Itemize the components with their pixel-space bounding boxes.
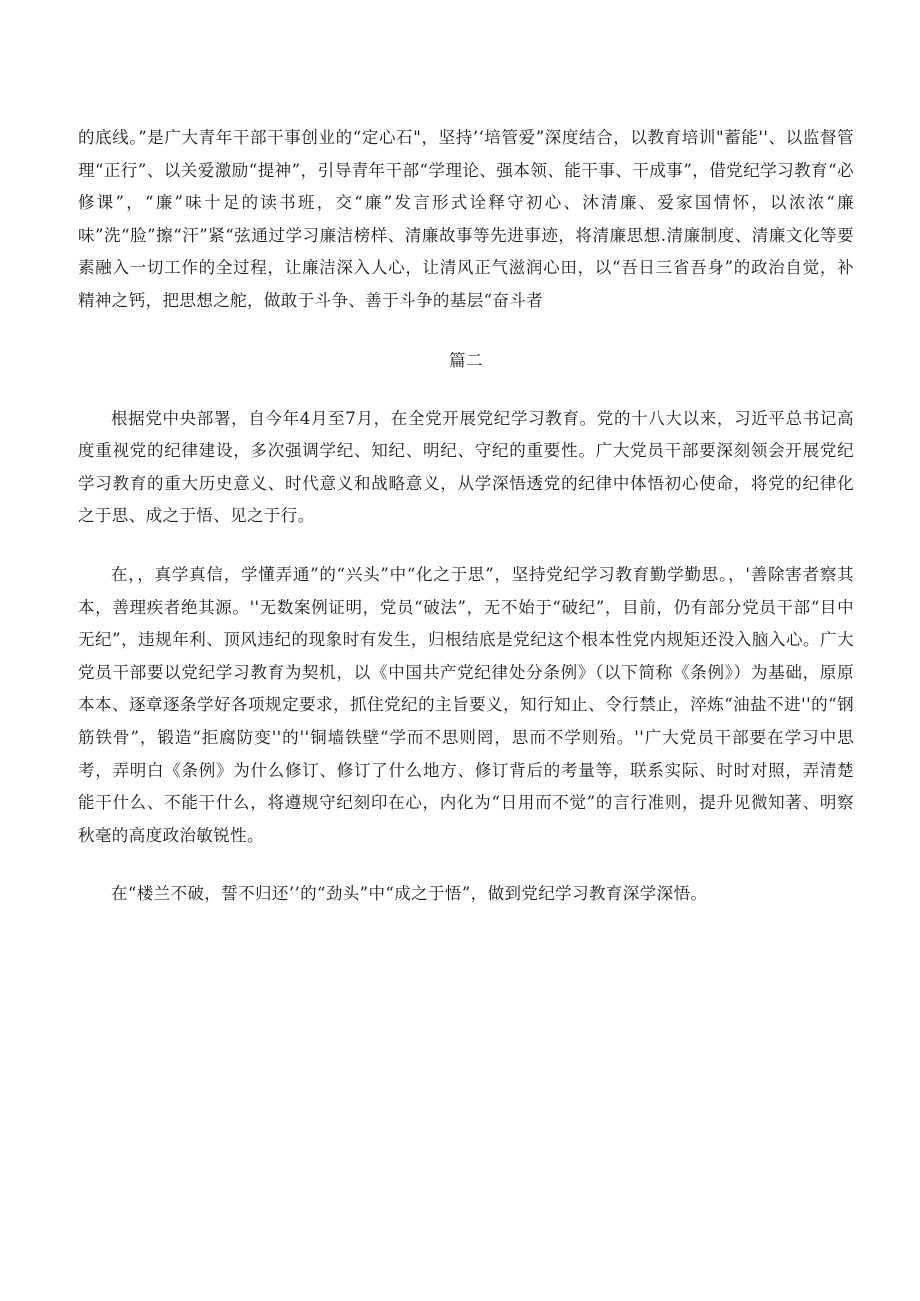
paragraph-study-understanding: 在“楼兰不破，誓不归还’’的“劲头”中“成之于悟”，做到党纪学习教育深学深悟。: [111, 884, 708, 904]
paragraph-continuation: 的底线。”是广大青年干部干事创业的“定心石"，坚持’‘培管爱”深度结合，以教育培训"蓄能''、以监督管理“正行”、以关爱激励“提神”，引导青年干部“学理论、强本领、能干事、干成事”，借党纪学习教育“必修课”，“廉”味十足的读书班，交“廉”发言形式诠释守初心、沐清廉、爱家国情怀，以浓浓“廉味”洗“脸”擦“汗”紧“弦通过学习廉洁榜样、清廉故事等先进事迹，将清廉思想.清廉制度、清廉文化等要素融入一切工作的全过程，让廉洁深入人心，让清风正气滋润心田，以“吾日三省吾身”的政治自觉，补精神之钙，把思想之舵，做敢于斗争、善于斗争的基层“奋斗者: [78, 128, 854, 310]
paragraph-intro: 根据党中央部署，自今年4月至7月，在全党开展党纪学习教育。党的十八大以来，习近平总书记高度重视党的纪律建设，多次强调学纪、知纪、明纪、守纪的重要性。广大党员干部要深刻领会开展党纪学习教育的重大历史意义、时代意义和战略意义，从学深悟透党的纪律中体悟初心使命，将党的纪律化之于思、成之于悟、见之于行。: [78, 408, 854, 526]
paragraph-gap: [78, 852, 854, 878]
paragraph-gap: [78, 533, 854, 559]
section-heading: 篇二: [449, 350, 483, 370]
document-body: [78, 122, 854, 911]
paragraph-study-thinking: 在，，真学真信，学懂弄通”的“兴头”中“化之于思”，坚持党纪学习教育勤学勤思。，'善除害者察其本，善理疾者绝其源。''无数案例证明，党员“破法”，无不始于“破纪”，目前，仍有部分党员干部“目中无纪”，违规年利、顶风违纪的现象时有发生，归根结底是党纪这个根本性党内规矩还没入脑入心。广大党员干部要以党纪学习教育为契机，以《中国共产党纪律处分条例》（以下简称《条例》）为基础，原原本本、逐章逐条学好各项规定要求，抓住党纪的主旨要义，知行知止、令行禁止，淬炼“油盐不进''的“钢筋铁骨”，锻造“拒腐防变''的''铜墙铁壁“学而不思则罔，思而不学则殆。''广大党员干部要在学习中思考，弄明白《条例》为什么修订、修订了什么地方、修订背后的考量等，联系实际、时时对照，弄清楚能干什么、不能干什么，将遵规守纪刻印在心，内化为“日用而不觉”的言行准则，提升见微知著、明察秋毫的高度政治敏锐性。: [78, 564, 854, 845]
